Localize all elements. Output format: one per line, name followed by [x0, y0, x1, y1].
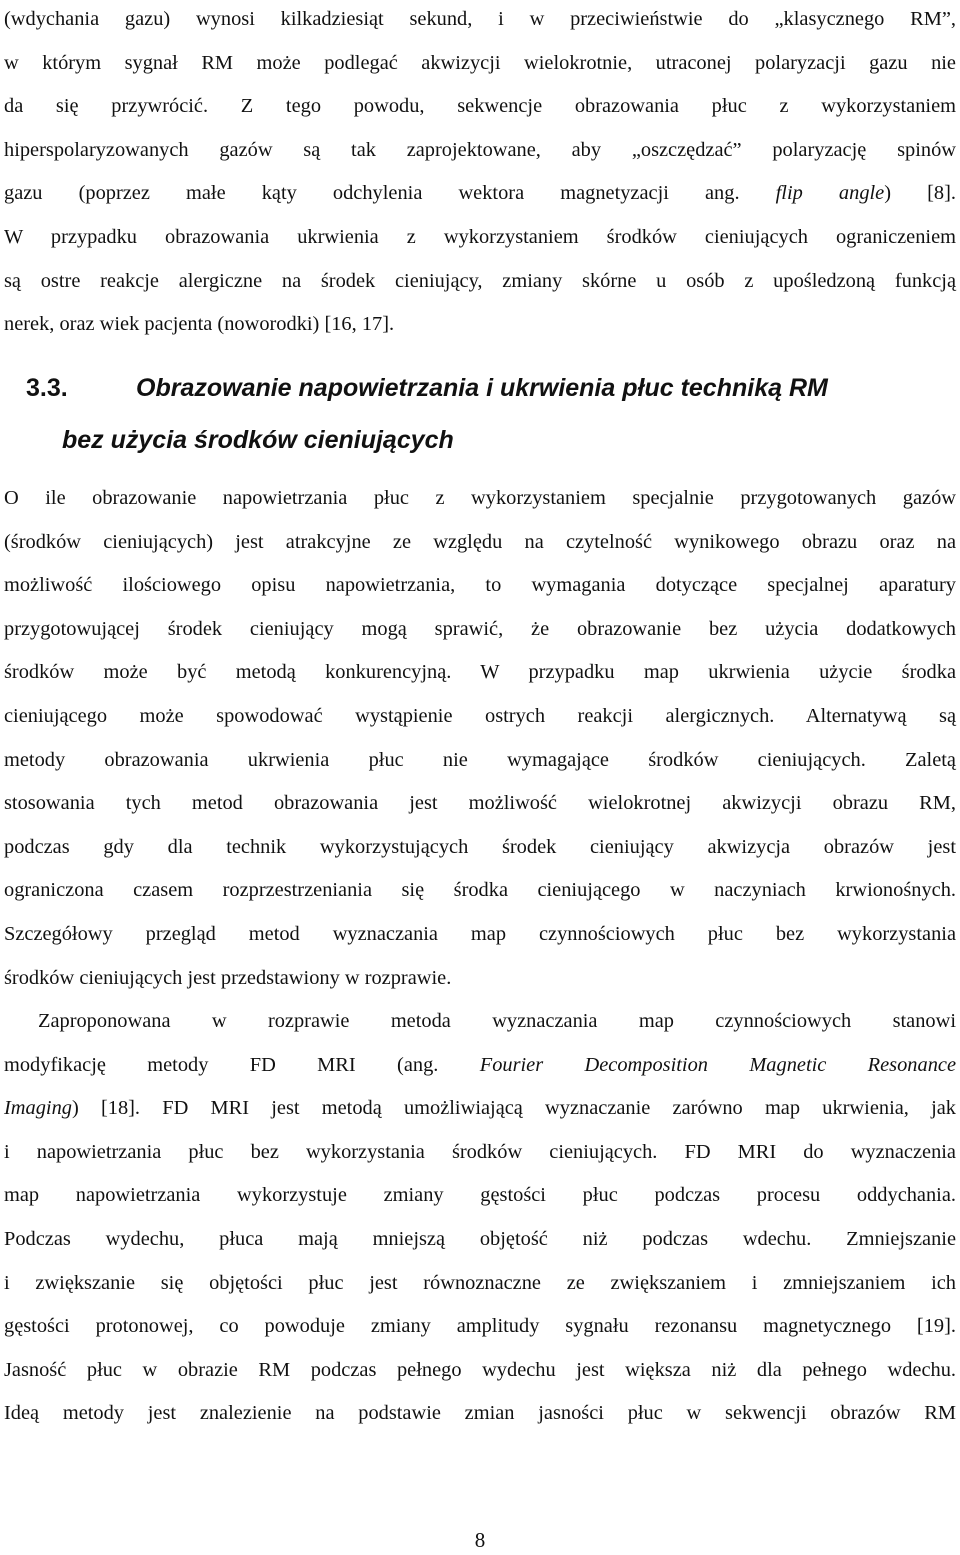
text-line: map napowietrzania wykorzystuje zmiany gęstości płuc podczas procesu oddychania. [4, 1184, 956, 1207]
text-segment: gazu (poprzez małe kąty odchylenia wektora magnetyzacji ang. [4, 182, 740, 205]
text-line: nerek, oraz wiek pacjenta (noworodki) [16, 17]. [4, 313, 395, 336]
text-line: Jasność płuc w obrazie RM podczas pełnego wydechu jest większa niż dla pełnego wdechu. [4, 1358, 956, 1381]
paragraph-1 [4, 0, 956, 347]
paragraph-2 [4, 477, 956, 1000]
text-line: metody obrazowania ukrwienia płuc nie wymagające środków cieniujących. Zaletą [4, 748, 956, 771]
text-line: Zaproponowana w rozprawie metoda wyznaczania map czynnościowych stanowi [38, 1010, 956, 1032]
text-segment: modyfikację metody FD MRI (ang. [4, 1053, 439, 1076]
text-line: i zwiększanie się objętości płuc jest równoznaczne ze zwiększaniem i zmniejszaniem ich [4, 1271, 956, 1294]
text-line: O ile obrazowanie napowietrzania płuc z wykorzystaniem specjalnie przygotowanych gazów [4, 487, 956, 509]
text-line: środków cieniujących jest przedstawiony w rozprawie. [4, 966, 452, 989]
text-line: cieniującego może spowodować wystąpienie ostrych reakcji alergicznych. Alternatywą są [4, 704, 956, 727]
text-line: hiperspolaryzowanych gazów są tak zaprojektowane, aby „oszczędzać” polaryzację spinów [4, 138, 956, 161]
text-line: Ideą metody jest znalezienie na podstawie zmian jasności płuc w sekwencji obrazów RM [4, 1402, 956, 1425]
section-number: 3.3. [26, 374, 68, 402]
text-segment: ) [18]. FD MRI jest metodą umożliwiającą wyznaczanie zarówno map ukrwienia, jak [71, 1097, 956, 1120]
page-number: 8 [474, 1528, 486, 1552]
text-line-with-term [4, 172, 956, 216]
text-segment: ) [8]. [884, 182, 956, 205]
text-line: w którym sygnał RM może podlegać akwizycji wielokrotnie, utraconej polaryzacji gazu nie [4, 51, 956, 74]
text-line: środków może być metodą konkurencyjną. W przypadku map ukrwienia użycie środka [4, 661, 956, 684]
text-line: da się przywrócić. Z tego powodu, sekwencje obrazowania płuc z wykorzystaniem [4, 95, 956, 118]
italic-term: Fourier Decomposition Magnetic Resonance [479, 1053, 956, 1076]
paragraph-3 [4, 1000, 956, 1436]
text-line: możliwość ilościowego opisu napowietrzania, to wymagania dotyczące specjalnej aparatury [4, 574, 956, 597]
section-title-line-2: bez użycia środków cieniujących [62, 426, 454, 454]
text-line: (wdychania gazu) wynosi kilkadziesiąt sekund, i w przeciwieństwie do „klasycznego RM”, [4, 8, 956, 30]
text-line: (środków cieniujących) jest atrakcyjne ze względu na czytelność wynikowego obrazu oraz na [4, 530, 956, 553]
text-line: są ostre reakcje alergiczne na środek cieniujący, zmiany skórne u osób z upośledzoną funkcją [4, 269, 956, 292]
text-line: stosowania tych metod obrazowania jest możliwość wielokrotnej akwizycji obrazu RM, [4, 792, 956, 815]
text-line: Szczegółowy przegląd metod wyznaczania map czynnościowych płuc bez wykorzystania [4, 922, 956, 945]
italic-term: flip angle [775, 182, 885, 205]
section-title-line-1: Obrazowanie napowietrzania i ukrwienia płuc techniką RM [136, 374, 828, 402]
text-line: ograniczona czasem rozprzestrzeniania się środka cieniującego w naczyniach krwionośnych. [4, 879, 956, 902]
text-line: Podczas wydechu, płuca mają mniejszą objętość niż podczas wdechu. Zmniejszanie [4, 1227, 956, 1250]
text-line: i napowietrzania płuc bez wykorzystania środków cieniujących. FD MRI do wyznaczenia [4, 1140, 956, 1163]
text-line: przygotowującej środek cieniujący mogą sprawić, że obrazowanie bez użycia dodatkowych [4, 617, 956, 640]
italic-term: Imaging [4, 1097, 72, 1120]
section-heading [26, 362, 828, 466]
text-line: gęstości protonowej, co powoduje zmiany amplitudy sygnału rezonansu magnetycznego [19]. [4, 1315, 956, 1338]
text-line: podczas gdy dla technik wykorzystujących środek cieniujący akwizycja obrazów jest [4, 835, 956, 858]
text-line-with-term [4, 1044, 956, 1088]
text-line-with-term [4, 1087, 956, 1131]
text-line: W przypadku obrazowania ukrwienia z wykorzystaniem środków cieniujących ograniczeniem [4, 225, 956, 248]
